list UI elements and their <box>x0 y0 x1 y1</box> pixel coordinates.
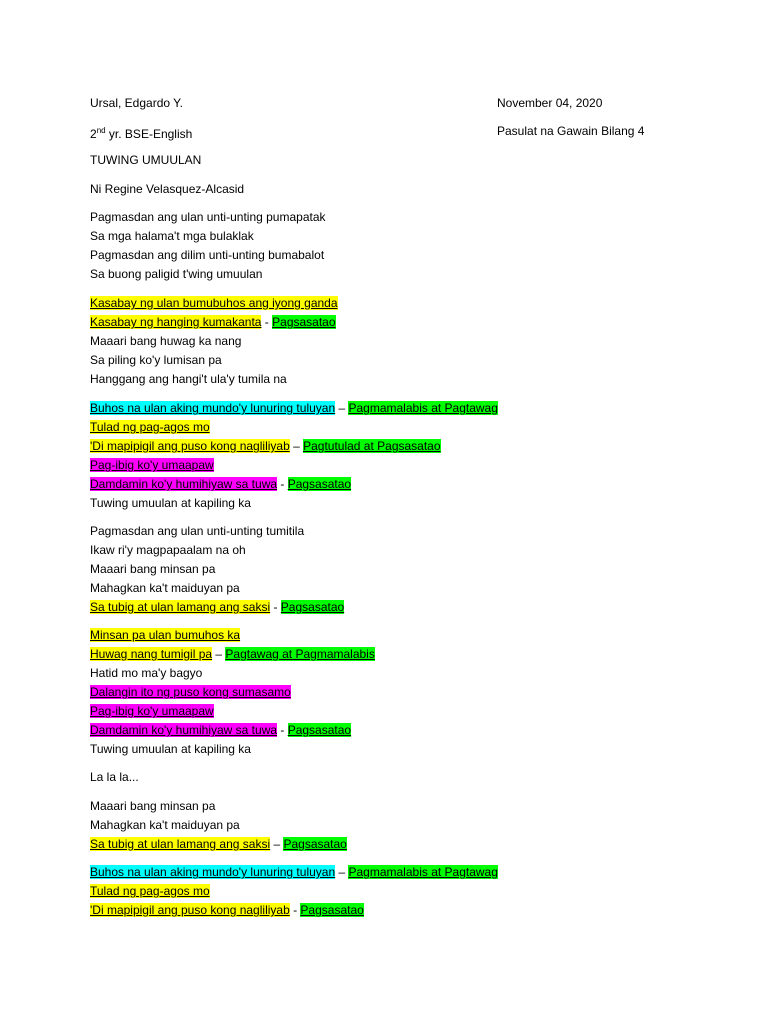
lyric-line <box>90 579 240 597</box>
lyric-line <box>90 626 240 644</box>
author-name: Ursal, Edgardo Y. <box>90 96 183 110</box>
figure-of-speech-label: Pagsasatao <box>280 600 345 614</box>
lyric-line <box>90 418 210 436</box>
lyric-text: Maaari bang huwag ka nang <box>90 334 242 348</box>
lyric-line <box>90 816 240 834</box>
figure-of-speech-label: Pagtawag at Pagmamalabis <box>225 647 375 661</box>
lyric-line <box>90 522 304 540</box>
separator: - <box>270 600 281 614</box>
lyric-text: Buhos na ulan aking mundo'y lunuring tuluyan <box>90 865 336 879</box>
separator: - <box>261 315 273 329</box>
lyric-line <box>90 664 202 682</box>
lyric-text: Tulad ng pag-agos mo <box>90 420 210 434</box>
lyric-line <box>90 863 498 881</box>
song-title: TUWING UMUULAN <box>90 153 202 167</box>
course-year <box>90 122 192 143</box>
separator: – <box>335 865 349 879</box>
lyric-text: Damdamin ko'y humihiyaw sa tuwa <box>90 477 278 491</box>
date: November 04, 2020 <box>497 96 603 110</box>
lyric-line <box>90 645 375 663</box>
lyric-text: Minsan pa ulan bumuhos ka <box>90 628 241 642</box>
lyric-text: Pag-ibig ko'y umaapaw <box>90 458 214 472</box>
lyric-text: Sa piling ko'y lumisan pa <box>90 353 222 367</box>
figure-of-speech-label: Pagmamalabis at Pagtawag <box>348 401 498 415</box>
lyric-line <box>90 332 241 350</box>
lyric-text: Tuwing umuulan at kapiling ka <box>90 496 251 510</box>
lyric-line <box>90 541 246 559</box>
lyric-text: Tulad ng pag-agos mo <box>90 884 210 898</box>
lyric-text: 'Di mapipigil ang puso kong nagliliyab <box>90 903 290 917</box>
lyric-line <box>90 598 344 616</box>
lyric-line <box>90 768 139 786</box>
year-suffix: nd <box>96 126 106 135</box>
lyric-text: La la la... <box>90 770 139 784</box>
lyric-line <box>90 313 336 331</box>
lyric-text: Buhos na ulan aking mundo'y lunuring tuluyan <box>90 401 336 415</box>
lyric-line <box>90 835 347 853</box>
separator: – <box>289 439 304 453</box>
figure-of-speech-label: Pagtutulad at Pagsasatao <box>303 439 441 453</box>
lyric-text: Tuwing umuulan at kapiling ka <box>90 742 251 756</box>
lyric-text: 'Di mapipigil ang puso kong nagliliyab <box>90 439 290 453</box>
figure-of-speech-label: Pagmamalabis at Pagtawag <box>348 865 498 879</box>
lyric-text: Maaari bang minsan pa <box>90 799 216 813</box>
figure-of-speech-label: Pagsasatao <box>300 903 364 917</box>
lyric-line <box>90 740 251 758</box>
lyric-text: Pag-ibig ko'y umaapaw <box>90 704 214 718</box>
course-name: yr. BSE-English <box>105 127 193 141</box>
lyric-text: Damdamin ko'y humihiyaw sa tuwa <box>90 723 278 737</box>
lyric-line <box>90 399 498 417</box>
separator: - <box>277 723 288 737</box>
lyric-line <box>90 494 251 512</box>
figure-of-speech-label: Pagsasatao <box>283 837 347 851</box>
lyric-line <box>90 683 291 701</box>
lyric-line <box>90 882 210 900</box>
lyric-text: Kasabay ng ulan bumubuhos ang iyong ganda <box>90 296 338 310</box>
lyric-text: Pagmasdan ang ulan unti-unting pumapatak <box>90 210 326 224</box>
lyric-line <box>90 370 287 388</box>
lyric-line <box>90 475 351 493</box>
lyric-text: Sa tubig at ulan lamang ang saksi <box>90 600 271 614</box>
separator: - <box>277 477 288 491</box>
lyric-line <box>90 456 214 474</box>
lyric-text: Mahagkan ka't maiduyan pa <box>90 818 240 832</box>
lyric-text: Sa tubig at ulan lamang ang saksi <box>90 837 271 851</box>
lyric-line <box>90 901 364 919</box>
lyric-text: Mahagkan ka't maiduyan pa <box>90 581 240 595</box>
year-number: 2 <box>90 127 97 141</box>
lyric-line <box>90 265 262 283</box>
separator: – <box>270 837 284 851</box>
lyric-text: Huwag nang tumigil pa <box>90 647 213 661</box>
lyric-text: Kasabay ng hanging kumakanta <box>90 315 262 329</box>
lyric-line <box>90 437 441 455</box>
separator: – <box>212 647 226 661</box>
lyric-line <box>90 560 215 578</box>
lyric-line <box>90 246 324 264</box>
figure-of-speech-label: Pagsasatao <box>287 477 352 491</box>
separator: - <box>289 903 301 917</box>
lyric-line <box>90 227 254 245</box>
lyric-text: Maaari bang minsan pa <box>90 562 216 576</box>
figure-of-speech-label: Pagsasatao <box>287 723 352 737</box>
song-author: Ni Regine Velasquez-Alcasid <box>90 182 245 196</box>
lyric-text: Sa buong paligid t'wing umuulan <box>90 267 263 281</box>
lyric-text: Dalangin ito ng puso kong sumasamo <box>90 685 291 699</box>
lyric-text: Pagmasdan ang dilim unti-unting bumabalot <box>90 248 325 262</box>
lyric-line <box>90 721 351 739</box>
lyric-line <box>90 797 215 815</box>
lyric-text: Sa mga halama't mga bulaklak <box>90 229 254 243</box>
lyric-line <box>90 702 214 720</box>
lyric-text: Ikaw ri'y magpapaalam na oh <box>90 543 246 557</box>
figure-of-speech-label: Pagsasatao <box>272 315 336 329</box>
lyric-text: Pagmasdan ang ulan unti-unting tumitila <box>90 524 305 538</box>
lyric-text: Hanggang ang hangi't ula'y tumila na <box>90 372 287 386</box>
lyric-line <box>90 351 222 369</box>
lyric-text: Hatid mo ma'y bagyo <box>90 666 203 680</box>
separator: – <box>335 401 349 415</box>
lyric-line <box>90 208 326 226</box>
activity-title: Pasulat na Gawain Bilang 4 <box>497 124 645 138</box>
lyric-line <box>90 294 338 312</box>
